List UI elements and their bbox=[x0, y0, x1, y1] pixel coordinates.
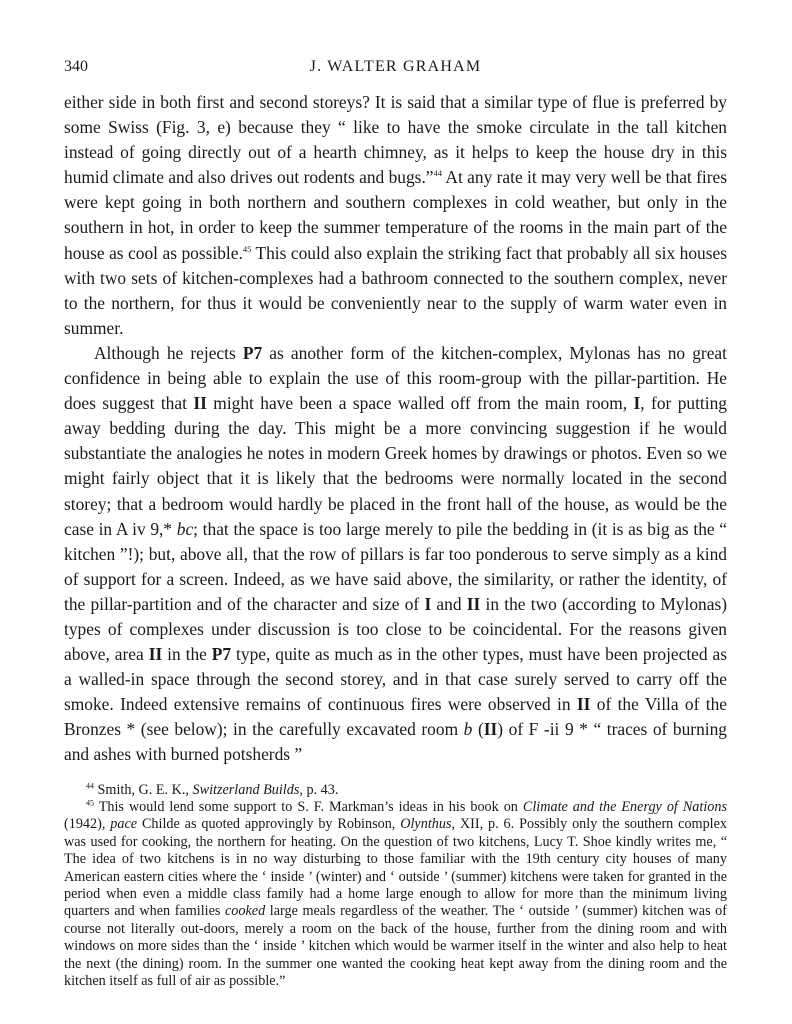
text: might have been a space walled off from the main room, bbox=[206, 393, 634, 414]
footnote-ref: 45 bbox=[242, 243, 252, 254]
page-number: 340 bbox=[64, 58, 88, 75]
room-label: II bbox=[193, 393, 207, 414]
room-label: P7 bbox=[211, 644, 232, 665]
text: of the Villa of the Bronzes * (see below); in the carefully excavated room bbox=[64, 694, 727, 740]
text: This would lend some support to S. F. Markman’s ideas in his book on bbox=[94, 798, 523, 815]
text: type, quite as much as in the other types, must have been projected as a walled-in space through the second storey, and in that case surely served to carry off the smoke. Indeed extensive remains of continuous fires were observed in bbox=[64, 644, 728, 715]
text: pace bbox=[110, 816, 138, 833]
footnotes bbox=[64, 782, 727, 991]
text: Childe as quoted approvingly by Robinson, bbox=[137, 816, 401, 833]
book-title: Switzerland Builds bbox=[192, 781, 300, 798]
text: Smith, G. E. K., bbox=[94, 781, 193, 798]
text: ) of F -ii 9 * “ traces of burning and ashes with burned potsherds ” bbox=[64, 719, 728, 765]
paragraph bbox=[64, 90, 727, 341]
footnote-44 bbox=[64, 782, 727, 799]
room-label: II bbox=[483, 719, 498, 740]
body-text bbox=[64, 90, 727, 768]
text: as another form of the kitchen-complex, Mylonas has no great confidence in being able to explain the use of this room-group with the pillar-partition. He does suggest that bbox=[64, 342, 727, 414]
room-label: I bbox=[633, 393, 641, 414]
text: large meals regardless of the weather. The ‘ outside ’ (summer) kitchen was of course not literally out-doors, merely a room on the back of the house, further from the dining room and with windows on more sides than the ‘ inside ’ kitchen which would be warmer itself in the winter and also help to heat the next (the dining) room. In the summer one wanted the cooking heat kept away from the dining room and the kitchen itself as full of air as possible.” bbox=[64, 903, 728, 989]
text: ( bbox=[472, 719, 484, 740]
room-label: II bbox=[466, 593, 481, 614]
text: either side in both first and second storeys? It is said that a similar type of flue is preferred by some Swiss (Fig. 3, e) because they “ like to have the smoke circulate in the tall kitchen instead of going directly out of a hearth chimney, as it helps to keep the house dry in this humid climate and also drives out rodents and bugs.” bbox=[64, 92, 727, 188]
room-label: P7 bbox=[242, 342, 263, 363]
page-header bbox=[64, 58, 727, 84]
page bbox=[64, 58, 727, 990]
room-label: b bbox=[463, 719, 473, 740]
text: , XII, p. 6. Possibly only the southern complex was used for cooking, the northern for heating. On the question of two kitchens, Lucy T. Shoe kindly writes me, “ The idea of two kitchens is in no way disturbing to those familiar with the 19th century city houses of many American eastern cities where the ‘ inside ’ (winter) and ‘ outside ’ (summer) kitchens were taken for granted in the period when even a middle class family had a home large enough to allow for more than the minimum living quarters and when families bbox=[64, 816, 727, 920]
book-title: Climate and the Energy of Nations bbox=[522, 798, 727, 815]
book-title: Olynthus bbox=[400, 816, 452, 833]
footnote-number: 45 bbox=[86, 798, 94, 808]
room-label: II bbox=[148, 644, 163, 665]
text: , p. 43. bbox=[299, 781, 339, 798]
text: Although he rejects bbox=[94, 342, 243, 363]
text: This could also explain the striking fact that probably all six houses with two sets of kitchen-complexes had a bathroom connected to the southern complex, never to the northern, for thus it would be conveniently near to the supply of warm water even in summer. bbox=[64, 242, 727, 338]
text: in the bbox=[162, 644, 212, 665]
text: ; that the space is too large merely to pile the bedding in (it is as big as the “ kitchen ”!); but, above all, that the row of pillars is far too ponderous to serve simply as a kind of support for a screen. Indeed, as we have said above, the similarity, or rather the identity, of the pillar-partition and of the character and size of bbox=[64, 518, 727, 614]
footnote-number: 44 bbox=[86, 780, 94, 790]
footnote-45 bbox=[64, 799, 727, 990]
text: (1942), bbox=[64, 816, 111, 833]
text: At any rate it may very well be that fires were kept going in both northern and southern complexes in cold weather, but only in the southern in hot, in order to keep the summer temperature of the rooms in the main part of the house as cool as possible. bbox=[64, 167, 727, 263]
footnote-ref: 44 bbox=[433, 168, 443, 179]
paragraph bbox=[64, 341, 727, 768]
room-label: II bbox=[576, 694, 591, 715]
running-head: J. WALTER GRAHAM bbox=[309, 58, 482, 75]
text: in the two (according to Mylonas) types of complexes under discussion is too close to be coincidental. For the reasons given above, area bbox=[64, 593, 728, 665]
text: and bbox=[431, 593, 467, 614]
room-label: bc bbox=[176, 518, 194, 539]
text: cooked bbox=[225, 903, 266, 920]
room-label: I bbox=[424, 593, 432, 614]
text: , for putting away bedding during the day. This might be a more convincing suggestion if he would substantiate the analogies he notes in modern Greek homes by drawings or photos. Even so we might fairly object that it is likely that the bedrooms were normally located in the second storey; that a bedroom would hardly be placed in the front hall of the house, as would be the case in A iv 9,* bbox=[64, 393, 727, 539]
